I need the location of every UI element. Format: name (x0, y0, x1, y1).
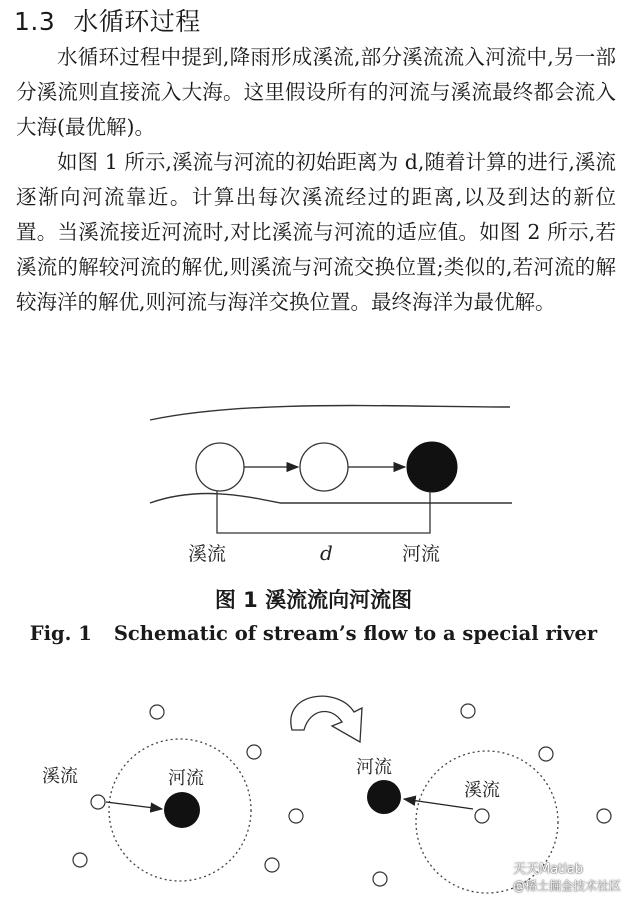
watermark-line-1: 天天Matlab (512, 862, 584, 877)
label-stream: 溪流 (188, 543, 227, 565)
fig2-left-stream-label: 溪流 (42, 766, 78, 787)
body-text (16, 40, 616, 320)
river-bank-bottom (150, 493, 512, 503)
fig2-right-stream-label: 溪流 (464, 780, 500, 801)
right-river-circle (367, 780, 401, 814)
solution-circle (265, 858, 279, 872)
label-river: 河流 (402, 543, 441, 565)
figure-1-caption-en-text: Schematic of stream’s flow to a special river (113, 622, 598, 645)
river-bank-top (150, 406, 510, 420)
river-circle (407, 442, 457, 492)
intermediate-circle (300, 443, 348, 491)
solution-circle (475, 809, 489, 823)
section-title: 水循环过程 (73, 7, 201, 36)
solution-circle (539, 747, 553, 761)
section-number: 1.3 (14, 7, 56, 36)
solution-circle (91, 795, 105, 809)
solution-circle (73, 853, 87, 867)
paragraph-2: 如图 1 所示,溪流与河流的初始距离为 d,随着计算的进行,溪流逐渐向河流靠近。计算出每次溪流经过的距离,以及到达的新位置。当溪流接近河流时,对比溪流与河流的适应值。如图 2 所示,若溪流的解较河流的解优,则溪流与河流交换位置;类似的,若河流的解较海洋的解优,则河流与海洋交换位置。最终海洋为最优解。 (16, 150, 616, 314)
paragraph-1: 水循环过程中提到,降雨形成溪流,部分溪流流入河流中,另一部分溪流则直接流入大海。这里假设所有的河流与溪流最终都会流入大海(最优解)。 (16, 45, 616, 139)
solution-circle (461, 704, 475, 718)
swap-arrow (291, 696, 362, 742)
section-heading (14, 2, 201, 38)
fig2-right-river-label: 河流 (356, 757, 392, 778)
figure-1-caption-en-number: Fig. 1 (29, 622, 92, 645)
solution-circle (150, 705, 164, 719)
left-flow-arrow (106, 802, 162, 809)
figure-1-caption-en (0, 622, 627, 645)
right-flow-arrow (404, 799, 473, 809)
left-river-circle (164, 792, 200, 828)
fig2-left-river-label: 河流 (168, 768, 204, 789)
figure-1-caption-cn: 图 1 溪流流向河流图 (214, 588, 413, 612)
watermark (513, 858, 621, 894)
solution-circle (373, 872, 387, 886)
label-distance: d (320, 541, 333, 565)
watermark-line-2: @稀土掘金技术社区 (512, 879, 621, 893)
figure-1 (80, 385, 548, 580)
solution-circle (289, 809, 303, 823)
solution-circle (247, 745, 261, 759)
solution-circle (597, 809, 611, 823)
figure-1-diagram (80, 385, 548, 580)
stream-circle (196, 443, 244, 491)
